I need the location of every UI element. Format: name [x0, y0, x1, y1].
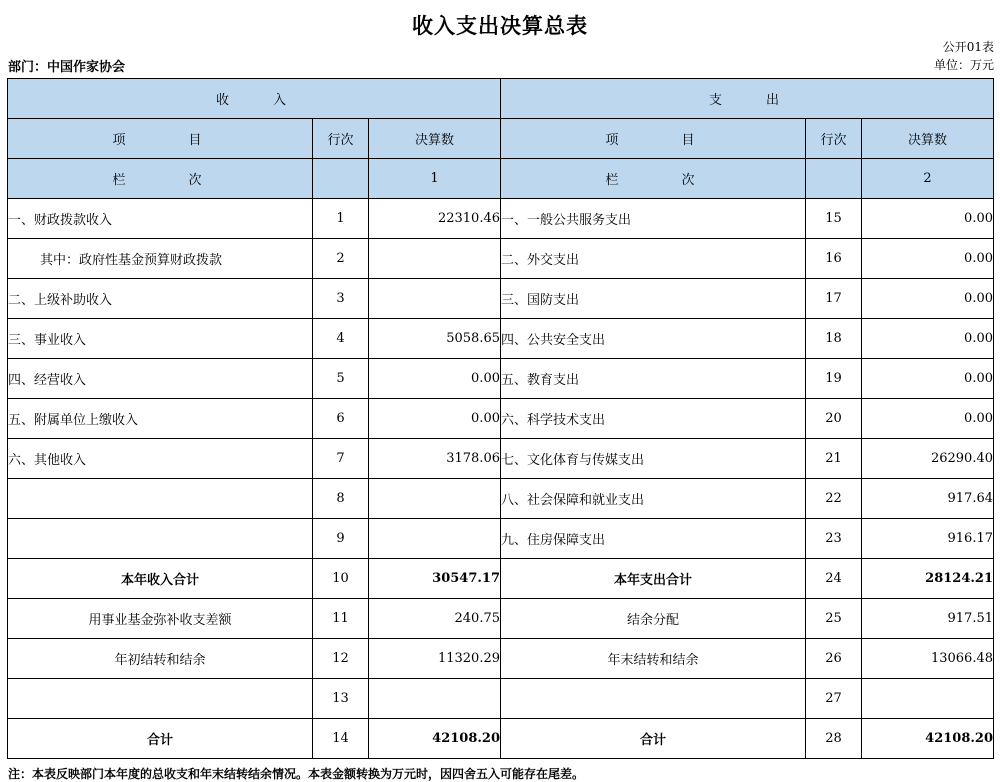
expense-line-no-cell: 15	[806, 199, 862, 239]
header-income-final-amount: 决算数	[369, 119, 501, 159]
header-income-group: 收 入	[8, 79, 501, 119]
expense-value-cell	[862, 679, 994, 719]
income-item-cell: 用事业基金弥补收支差额	[8, 599, 313, 639]
expense-item-cell: 结余分配	[501, 599, 806, 639]
income-item-cell: 合计	[8, 719, 313, 759]
table-row	[8, 519, 994, 559]
header-expense-line-no: 行次	[806, 119, 862, 159]
income-item-cell: 本年收入合计	[8, 559, 313, 599]
income-item-cell: 一、财政拨款收入	[8, 199, 313, 239]
expense-line-no-cell: 25	[806, 599, 862, 639]
expense-line-no-cell: 26	[806, 639, 862, 679]
expense-value-cell: 0.00	[862, 199, 994, 239]
expense-value-cell: 0.00	[862, 359, 994, 399]
expense-line-no-cell: 16	[806, 239, 862, 279]
expense-item-cell: 六、科学技术支出	[501, 399, 806, 439]
table-row	[8, 359, 994, 399]
income-line-no-cell: 7	[313, 439, 369, 479]
expense-value-cell: 0.00	[862, 239, 994, 279]
header-expense-group: 支 出	[501, 79, 994, 119]
table-row	[8, 559, 994, 599]
table-row	[8, 199, 994, 239]
table-row	[8, 279, 994, 319]
table-row	[8, 679, 994, 719]
header-income-line-no: 行次	[313, 119, 369, 159]
expense-line-no-cell: 19	[806, 359, 862, 399]
income-value-cell: 30547.17	[369, 559, 501, 599]
expense-item-cell: 九、住房保障支出	[501, 519, 806, 559]
expense-item-cell: 四、公共安全支出	[501, 319, 806, 359]
income-item-cell: 其中：政府性基金预算财政拨款	[8, 239, 313, 279]
income-line-no-cell: 10	[313, 559, 369, 599]
table-head	[8, 79, 994, 199]
expense-line-no-cell: 23	[806, 519, 862, 559]
expense-item-cell: 二、外交支出	[501, 239, 806, 279]
header-expense-final-amount: 决算数	[862, 119, 994, 159]
income-item-cell	[8, 479, 313, 519]
table-row	[8, 239, 994, 279]
expense-line-no-cell: 20	[806, 399, 862, 439]
expense-item-cell: 年末结转和结余	[501, 639, 806, 679]
footnote: 注：本表反映部门本年度的总收支和年末结转结余情况。本表金额转换为万元时，因四舍五入可能存在尾差。	[8, 767, 585, 781]
income-value-cell	[369, 479, 501, 519]
expense-line-no-cell: 18	[806, 319, 862, 359]
income-item-cell: 二、上级补助收入	[8, 279, 313, 319]
table-header-group-row	[8, 79, 994, 119]
income-value-cell	[369, 279, 501, 319]
expense-item-cell	[501, 679, 806, 719]
department-label: 部门：中国作家协会	[8, 60, 126, 75]
expense-value-cell: 916.17	[862, 519, 994, 559]
expense-value-cell: 26290.40	[862, 439, 994, 479]
expense-item-cell: 八、社会保障和就业支出	[501, 479, 806, 519]
table-row	[8, 479, 994, 519]
income-line-no-cell: 8	[313, 479, 369, 519]
income-value-cell: 42108.20	[369, 719, 501, 759]
income-value-cell: 3178.06	[369, 439, 501, 479]
income-line-no-cell: 2	[313, 239, 369, 279]
header-expense-blank	[806, 159, 862, 199]
income-value-cell: 11320.29	[369, 639, 501, 679]
income-line-no-cell: 11	[313, 599, 369, 639]
expense-value-cell: 28124.21	[862, 559, 994, 599]
income-item-cell: 三、事业收入	[8, 319, 313, 359]
income-item-cell: 四、经营收入	[8, 359, 313, 399]
income-item-cell: 年初结转和结余	[8, 639, 313, 679]
expense-item-cell: 本年支出合计	[501, 559, 806, 599]
table-row	[8, 639, 994, 679]
table-header-column-index-row	[8, 159, 994, 199]
expense-item-cell: 七、文化体育与传媒支出	[501, 439, 806, 479]
expense-line-no-cell: 22	[806, 479, 862, 519]
table-row	[8, 599, 994, 639]
income-line-no-cell: 14	[313, 719, 369, 759]
income-line-no-cell: 4	[313, 319, 369, 359]
expense-line-no-cell: 21	[806, 439, 862, 479]
unit-label: 单位：万元	[933, 58, 994, 72]
right-meta	[934, 38, 994, 74]
income-line-no-cell: 9	[313, 519, 369, 559]
income-value-cell	[369, 239, 501, 279]
expense-line-no-cell: 27	[806, 679, 862, 719]
expense-value-cell: 13066.48	[862, 639, 994, 679]
header-income-item: 项 目	[8, 119, 313, 159]
income-line-no-cell: 6	[313, 399, 369, 439]
table-row	[8, 439, 994, 479]
income-line-no-cell: 12	[313, 639, 369, 679]
expense-value-cell: 917.64	[862, 479, 994, 519]
income-value-cell: 5058.65	[369, 319, 501, 359]
table-row	[8, 319, 994, 359]
income-value-cell	[369, 519, 501, 559]
income-value-cell: 0.00	[369, 399, 501, 439]
income-item-cell	[8, 679, 313, 719]
income-value-cell: 240.75	[369, 599, 501, 639]
income-line-no-cell: 3	[313, 279, 369, 319]
expense-line-no-cell: 24	[806, 559, 862, 599]
header-expense-item: 项 目	[501, 119, 806, 159]
meta-row	[0, 40, 1000, 78]
income-item-cell: 五、附属单位上缴收入	[8, 399, 313, 439]
form-code: 公开01表	[942, 40, 994, 54]
income-item-cell: 六、其他收入	[8, 439, 313, 479]
expense-value-cell: 42108.20	[862, 719, 994, 759]
expense-value-cell: 0.00	[862, 279, 994, 319]
income-line-no-cell: 1	[313, 199, 369, 239]
income-item-cell	[8, 519, 313, 559]
header-income-col-no: 1	[369, 159, 501, 199]
expense-item-cell: 五、教育支出	[501, 359, 806, 399]
expense-value-cell: 917.51	[862, 599, 994, 639]
expense-value-cell: 0.00	[862, 319, 994, 359]
header-expense-column-label: 栏 次	[501, 159, 806, 199]
income-value-cell: 22310.46	[369, 199, 501, 239]
income-value-cell: 0.00	[369, 359, 501, 399]
page-title: 收入支出决算总表	[412, 13, 588, 38]
income-line-no-cell: 5	[313, 359, 369, 399]
income-value-cell	[369, 679, 501, 719]
expense-item-cell: 三、国防支出	[501, 279, 806, 319]
table-body	[8, 199, 994, 759]
expense-line-no-cell: 28	[806, 719, 862, 759]
expense-item-cell: 合计	[501, 719, 806, 759]
table-row	[8, 399, 994, 439]
expense-line-no-cell: 17	[806, 279, 862, 319]
expense-value-cell: 0.00	[862, 399, 994, 439]
expense-item-cell: 一、一般公共服务支出	[501, 199, 806, 239]
table-header-col-row	[8, 119, 994, 159]
budget-table	[7, 78, 994, 759]
header-income-column-label: 栏 次	[8, 159, 313, 199]
table-row	[8, 719, 994, 759]
header-income-blank	[313, 159, 369, 199]
header-expense-col-no: 2	[862, 159, 994, 199]
income-line-no-cell: 13	[313, 679, 369, 719]
